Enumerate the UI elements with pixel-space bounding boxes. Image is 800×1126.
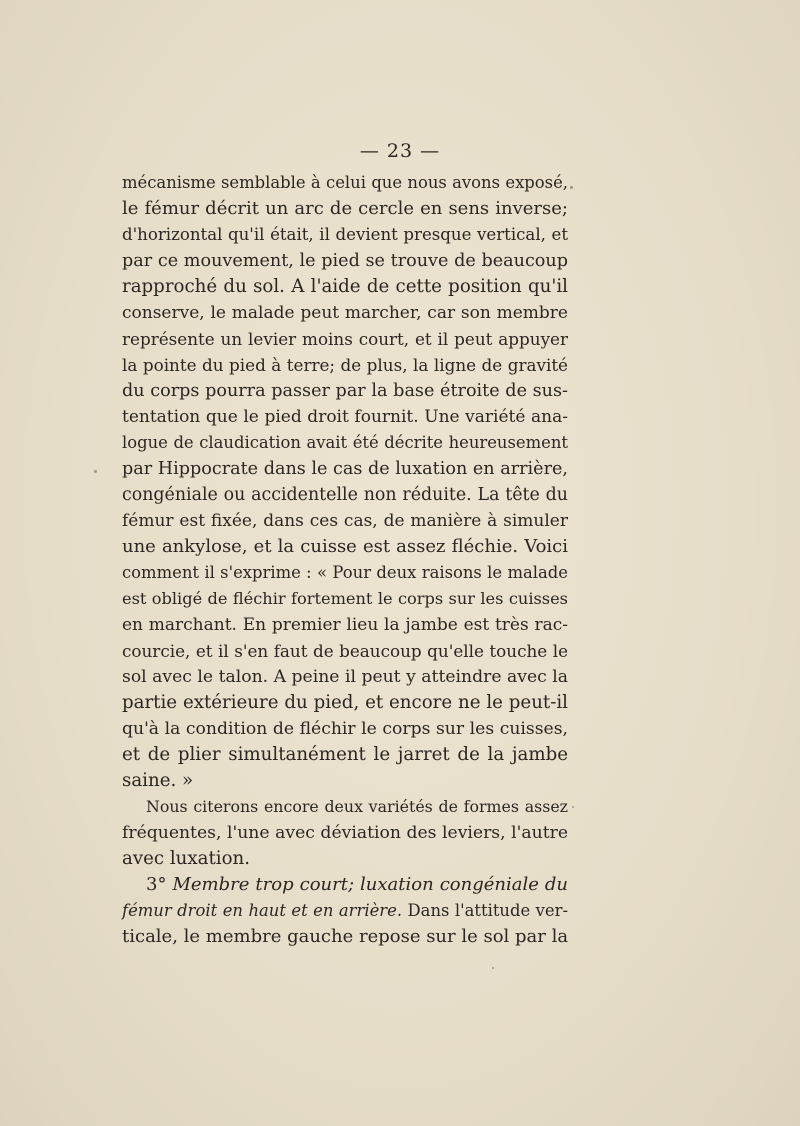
text-line [122, 820, 568, 846]
text-line [122, 482, 568, 508]
italic-text-segment: Membre trop court; luxation congéniale du [172, 874, 568, 895]
text-segment: tentation que le pied droit fournit. Une variété ana- [122, 407, 568, 427]
text-line [122, 326, 568, 352]
text-segment: congéniale ou accidentelle non réduite. La tête du [122, 485, 568, 505]
text-segment: logue de claudication avait été décrite heureusement [122, 433, 568, 452]
text-line [122, 352, 568, 378]
text-line [122, 430, 568, 456]
text-segment: fréquentes, l'une avec déviation des leviers, l'autre [122, 823, 568, 843]
italic-text-segment: fémur droit en haut et en arrière. [122, 901, 403, 920]
text-line [122, 378, 568, 404]
text-line [122, 586, 568, 612]
text-segment: comment il s'exprime : « Pour deux raisons le malade [122, 563, 568, 582]
text-line [122, 404, 568, 430]
text-line [122, 898, 568, 924]
text-segment: conserve, le malade peut marcher, car son membre [122, 303, 568, 323]
text-line [122, 560, 568, 586]
text-line [122, 508, 568, 534]
text-segment: et de plier simultanément le jarret de la jambe [122, 744, 568, 765]
text-line [122, 794, 568, 820]
text-line [122, 300, 568, 326]
text-segment: par Hippocrate dans le cas de luxation en arrière, [122, 459, 568, 479]
text-segment: 3° [146, 874, 173, 895]
text-line [122, 222, 568, 248]
text-segment: partie extérieure du pied, et encore ne le peut-il [122, 692, 568, 713]
text-line [122, 456, 568, 482]
text-line [122, 742, 568, 768]
text-line [122, 274, 568, 300]
text-line [122, 846, 568, 872]
text-line [122, 170, 568, 196]
text-segment: le fémur décrit un arc de cercle en sens inverse; [122, 198, 568, 219]
text-segment: avec luxation. [122, 848, 251, 869]
text-line [122, 768, 568, 794]
text-segment: du corps pourra passer par la base étroite de sus- [122, 381, 568, 401]
text-segment: une ankylose, et la cuisse est assez fléchie. Voici [122, 536, 568, 557]
body-text [122, 170, 568, 950]
text-segment: rapproché du sol. A l'aide de cette position qu'il [122, 276, 568, 297]
text-segment: par ce mouvement, le pied se trouve de beaucoup [122, 251, 568, 271]
text-line [122, 872, 568, 898]
text-segment: qu'à la condition de fléchir le corps sur les cuisses, [122, 719, 568, 739]
text-segment: saine. » [122, 770, 194, 791]
text-line [122, 690, 568, 716]
text-segment: la pointe du pied à terre; de plus, la ligne de gravité [122, 355, 568, 375]
text-line [122, 638, 568, 664]
paper-speck [570, 186, 573, 189]
text-segment: sol avec le talon. A peine il peut y atteindre avec la [122, 667, 568, 687]
text-segment: ticale, le membre gauche repose sur le sol par la [122, 926, 569, 947]
text-segment: fémur est fixée, dans ces cas, de manière à simuler [122, 511, 568, 531]
text-segment: est obligé de fléchir fortement le corps sur les cuisses [122, 589, 568, 608]
text-line [122, 534, 568, 560]
paper-speck [572, 806, 574, 808]
text-line [122, 612, 568, 638]
text-segment: mécanisme semblable à celui que nous avons exposé, [122, 173, 568, 192]
text-segment: d'horizontal qu'il était, il devient presque vertical, et [122, 225, 568, 244]
paper-speck [492, 967, 494, 969]
text-segment: Nous citerons encore deux variétés de formes assez [146, 797, 568, 816]
text-segment: en marchant. En premier lieu la jambe est très rac- [122, 615, 568, 635]
text-line [122, 248, 568, 274]
text-line [122, 664, 568, 690]
text-line [122, 716, 568, 742]
text-line [122, 924, 568, 950]
page-number: — 23 — [359, 140, 441, 162]
text-segment: représente un levier moins court, et il peut appuyer [122, 329, 568, 349]
text-line [122, 196, 568, 222]
paper-speck [94, 470, 97, 473]
text-segment: courcie, et il s'en faut de beaucoup qu'elle touche le [122, 641, 568, 661]
text-segment: Dans l'attitude ver- [402, 901, 568, 920]
